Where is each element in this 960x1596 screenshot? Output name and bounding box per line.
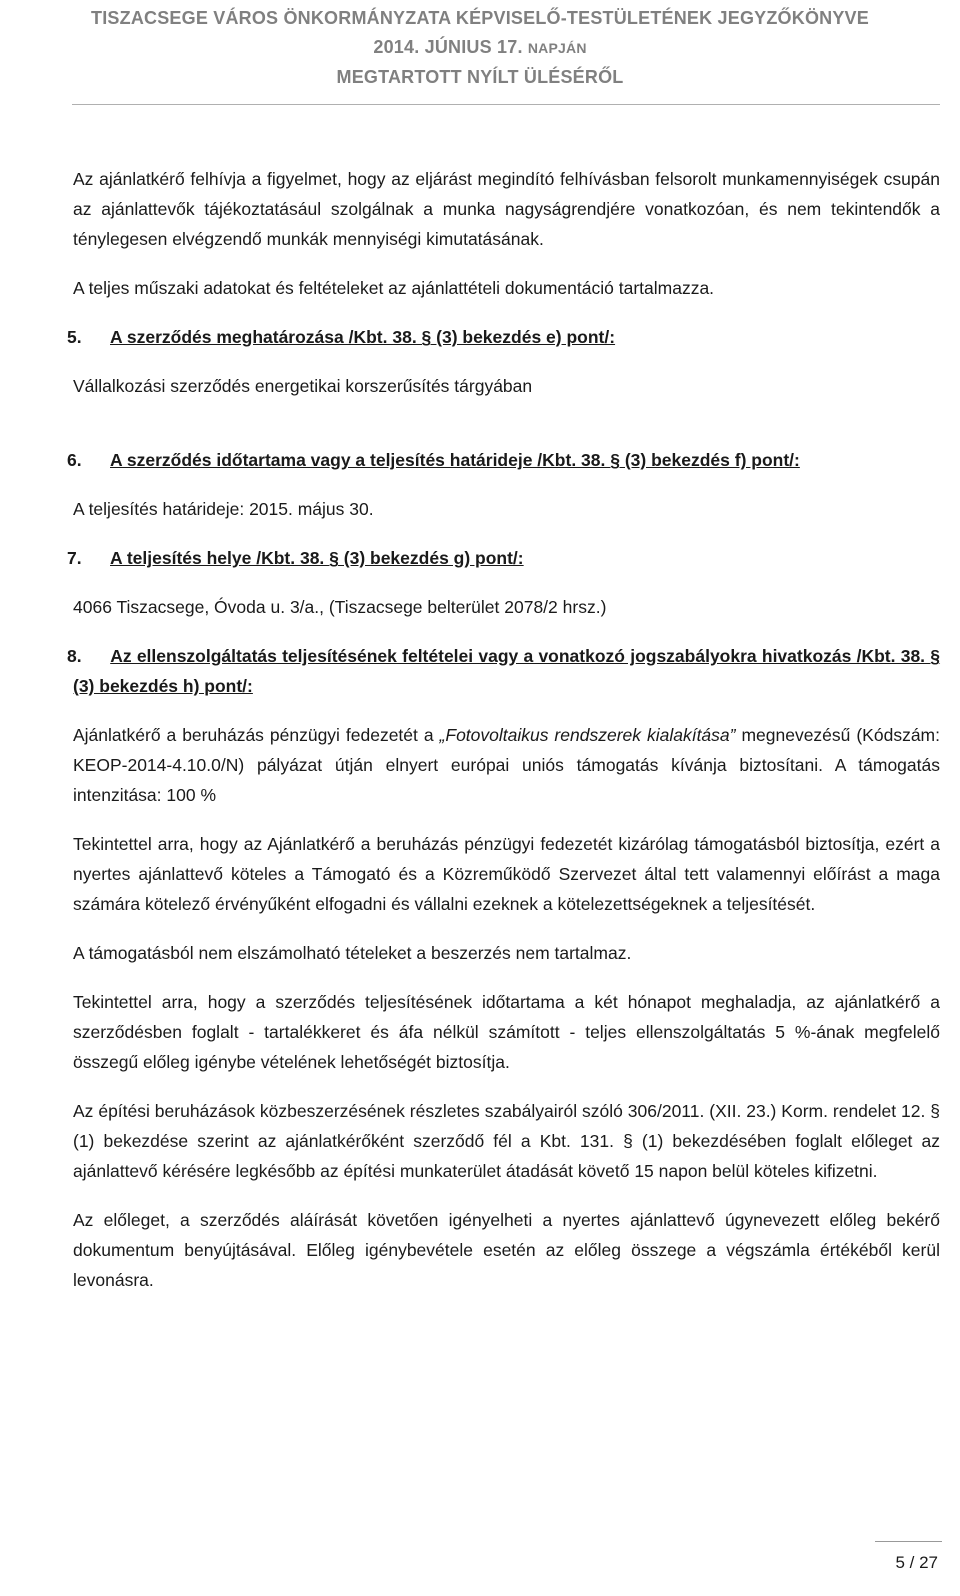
section-8-title: Az ellenszolgáltatás teljesítésének feltételei vagy a vonatkozó jogszabályokra hivatkozás /Kbt. 38. § (3) bekezdés h) pont/: bbox=[73, 646, 941, 696]
section-8-paragraph-1 bbox=[73, 720, 940, 810]
header-divider bbox=[72, 104, 940, 105]
section-8-heading bbox=[67, 641, 941, 701]
section-8-paragraph-3: A támogatásból nem elszámolható tételeket a beszerzés nem tartalmaz. bbox=[73, 943, 632, 963]
section-8-paragraph-4: Tekintettel arra, hogy a szerződés teljesítésének időtartama a két hónapot meghaladja, az ajánlatkérő a szerződésben foglalt - tartalékkeret és áfa nélkül számított - teljes ellenszolgáltatás 5 %-ának megfelelő összegű előleg igénybe vételének lehetőségét biztosítja. bbox=[73, 992, 940, 1072]
section-5-heading bbox=[67, 322, 940, 352]
section-8-number: 8. bbox=[67, 646, 82, 666]
paragraph-tech: A teljes műszaki adatokat és feltételeket az ajánlattételi dokumentáció tartalmazza. bbox=[73, 278, 715, 298]
section-6-text: A teljesítés határideje: 2015. május 30. bbox=[73, 499, 374, 519]
header-date-suffix: NAPJÁN bbox=[527, 40, 587, 56]
section-7-heading bbox=[67, 543, 940, 573]
section-8-paragraph-2: Tekintettel arra, hogy az Ajánlatkérő a beruházás pénzügyi fedezetét kizárólag támogatásból biztosítja, ezért a nyertes ajánlattevő köteles a Támogató és a Közreműködő Szervezet által tett valamennyi előírást a maga számára kötelező érvényűként elfogadni és vállalni ezeknek a kötelezettségeknek a teljesítését. bbox=[73, 834, 940, 914]
section-8-p1-lead: Ajánlatkérő a beruházás pénzügyi fedezetét a bbox=[73, 725, 440, 745]
document-body bbox=[67, 164, 941, 1314]
section-7-title: A teljesítés helye /Kbt. 38. § (3) bekezdés g) pont/: bbox=[110, 548, 524, 568]
project-name: „Fotovoltaikus rendszerek kialakítása” bbox=[439, 725, 736, 745]
footer-divider bbox=[875, 1541, 942, 1542]
section-7-number: 7. bbox=[67, 548, 82, 568]
page-number: 5 / 27 bbox=[895, 1553, 938, 1572]
header-subtitle: MEGTARTOTT NYÍLT ÜLÉSÉRŐL bbox=[336, 67, 624, 87]
section-5-title: A szerződés meghatározása /Kbt. 38. § (3) bekezdés e) pont/: bbox=[110, 327, 616, 347]
section-5-number: 5. bbox=[67, 327, 82, 347]
section-8-paragraph-6: Az előleget, a szerződés aláírását követően igényelheti a nyertes ajánlattevő úgynevezett előleg bekérő dokumentum benyújtásával. Előleg igénybevétele esetén az előleg összege a végszámla értékéből kerül levonásra. bbox=[73, 1210, 940, 1290]
paragraph-intro: Az ajánlatkérő felhívja a figyelmet, hogy az eljárást megindító felhívásban felsorolt munkamennyiségek csupán az ajánlattevők tájékoztatásául szolgálnak a munka nagyságrendjére vonatkozóan, és nem tekintendők a ténylegesen elvégzendő munkák mennyiségi kimutatásának. bbox=[73, 169, 940, 249]
section-6-number: 6. bbox=[67, 450, 82, 470]
section-6-heading bbox=[67, 445, 940, 475]
section-8-paragraph-5: Az építési beruházások közbeszerzésének részletes szabályairól szóló 306/2011. (XII. 23.) Korm. rendelet 12. § (1) bekezdése szerint az ajánlatkérőként szerződő fél a Kbt. 131. § (1) bekezdésében foglalt előleget az ajánlattevő kérésére legkésőbb az építési munkaterület átadását követő 15 napon belül köteles kifizetni. bbox=[73, 1101, 940, 1181]
section-8-p1-rest: megnevezésű (Kódszám: KEOP-2014-4.10.0/N) pályázat útján elnyert európai uniós támogatás kívánja biztosítani. A támogatás intenzitása: 100 % bbox=[73, 725, 940, 805]
header-date: 2014. JÚNIUS 17. bbox=[373, 37, 523, 57]
header-date-line bbox=[0, 33, 960, 63]
section-7-text: 4066 Tiszacsege, Óvoda u. 3/a., (Tiszacsege belterület 2078/2 hrsz.) bbox=[73, 597, 607, 617]
section-6-title: A szerződés időtartama vagy a teljesítés határideje /Kbt. 38. § (3) bekezdés f) pont/: bbox=[110, 450, 800, 470]
header-title: TISZACSEGE VÁROS ÖNKORMÁNYZATA KÉPVISELŐ-TESTÜLETÉNEK JEGYZŐKÖNYVE bbox=[91, 8, 869, 28]
section-5-text: Vállalkozási szerződés energetikai korszerűsítés tárgyában bbox=[73, 376, 533, 396]
document-header bbox=[0, 4, 960, 92]
